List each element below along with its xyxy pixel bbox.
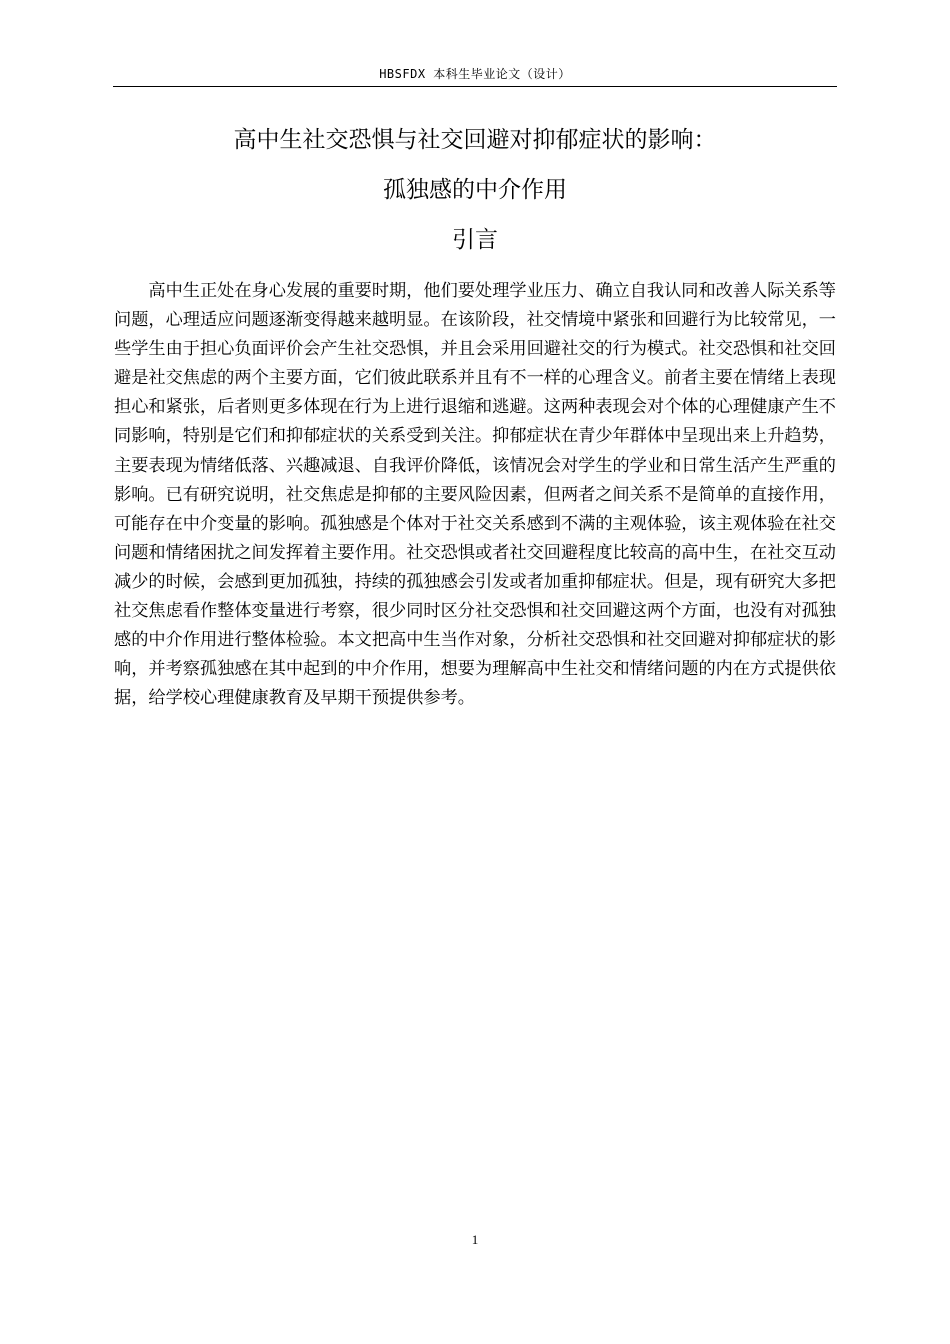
page-number: 1 [471,1232,479,1247]
header-rule [113,86,837,87]
running-header: HBSFDX 本科生毕业论文（设计） [379,67,571,81]
section-heading: 引言 [452,227,498,253]
paper-title-line-2: 孤独感的中介作用 [383,177,567,203]
paper-title-line-1: 高中生社交恐惧与社交回避对抑郁症状的影响： [233,127,717,153]
body-paragraph: 高中生正处在身心发展的重要时期，他们要处理学业压力、确立自我认同和改善人际关系等问题，心理适应问题逐渐变得越来越明显。在该阶段，社交情境中紧张和回避行为比较常见，一些学生由于担心负面评价会产生社交恐惧，并且会采用回避社交的行为模式。社交恐惧和社交回避是社交焦虑的两个主要方面，它们彼此联系并且有不一样的心理含义。前者主要在情绪上表现担心和紧张，后者则更多体现在行为上进行退缩和逃避。这两种表现会对个体的心理健康产生不同影响，特别是它们和抑郁症状的关系受到关注。抑郁症状在青少年群体中呈现出来上升趋势，主要表现为情绪低落、兴趣减退、自我评价降低，该情况会对学生的学业和日常生活产生严重的影响。已有研究说明，社交焦虑是抑郁的主要风险因素，但两者之间关系不是简单的直接作用，可能存在中介变量的影响。孤独感是个体对于社交关系感到不满的主观体验，该主观体验在社交问题和情绪困扰之间发挥着主要作用。社交恐惧或者社交回避程度比较高的高中生，在社交互动减少的时候，会感到更加孤独，持续的孤独感会引发或者加重抑郁症状。但是，现有研究大多把社交焦虑看作整体变量进行考察，很少同时区分社交恐惧和社交回避这两个方面，也没有对孤独感的中介作用进行整体检验。本文把高中生当作对象，分析社交恐惧和社交回避对抑郁症状的影响，并考察孤独感在其中起到的中介作用，想要为理解高中生社交和情绪问题的内在方式提供依据，给学校心理健康教育及早期干预提供参考。 [114,281,836,709]
